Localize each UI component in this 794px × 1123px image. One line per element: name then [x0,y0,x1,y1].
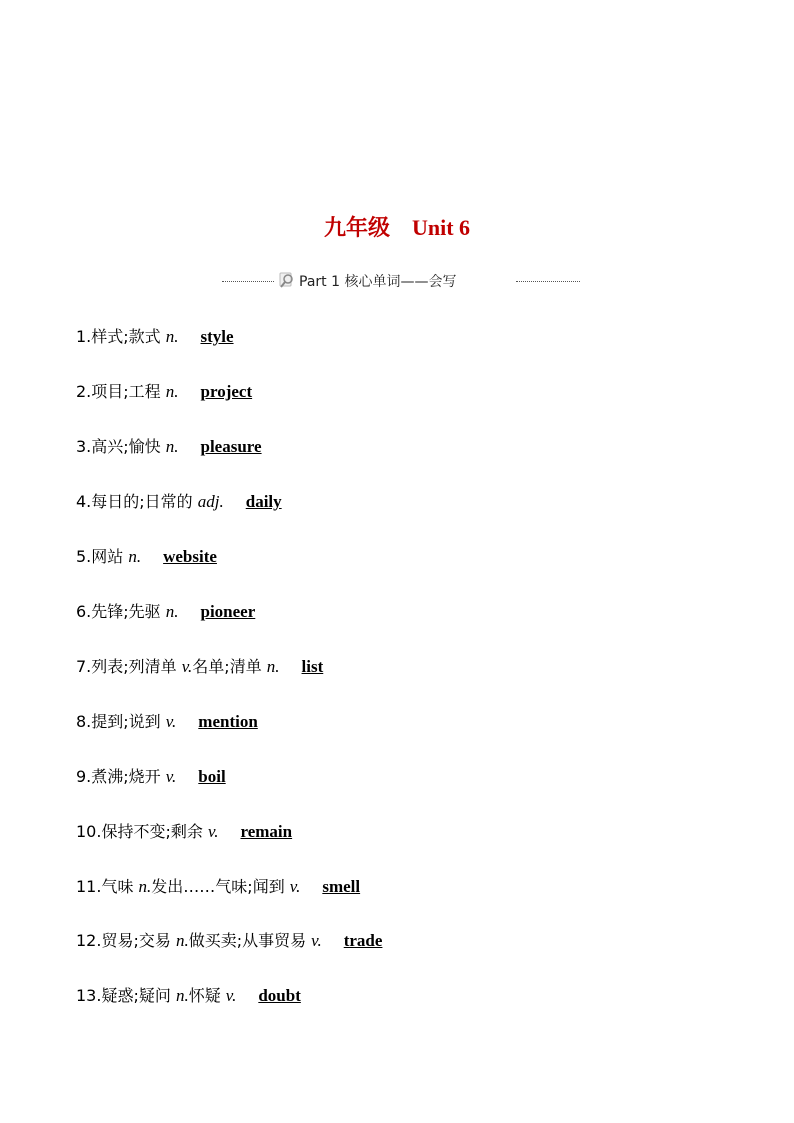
vocab-item [76,765,226,789]
vocab-item [76,655,323,679]
part-of-speech: v. [207,822,219,841]
section-label: Part 1 核心单词——会写 [299,274,457,290]
part-of-speech: n. [165,602,179,621]
chinese-meaning: 项目;工程 [91,382,166,401]
item-number: 13. [76,986,102,1005]
item-number: 6. [76,602,92,621]
vocab-item [76,820,292,844]
unit-label: Unit 6 [411,215,471,240]
vocab-item [76,984,301,1008]
grade-label: 九年级 [323,216,390,241]
vocab-item [76,875,360,899]
vocab-item [76,325,234,349]
chinese-meaning: 高兴;愉快 [91,437,166,456]
vocab-item [76,380,252,404]
dotted-divider-right [516,281,580,282]
chinese-meaning-2: 怀疑 [188,986,226,1005]
chinese-meaning: 网站 [91,547,129,566]
part-of-speech: n. [175,931,189,950]
vocab-item [76,545,217,569]
answer-word: list [301,657,324,676]
item-number: 1. [76,327,92,346]
item-number: 9. [76,767,92,786]
item-number: 11. [76,877,102,896]
chinese-meaning: 煮沸;烧开 [91,767,166,786]
item-number: 3. [76,437,92,456]
item-number: 7. [76,657,92,676]
answer-word: website [163,547,217,566]
part-of-speech: n. [128,547,142,566]
chinese-meaning-2: 发出……气味;闻到 [151,877,290,896]
part-of-speech: v. [165,712,177,731]
section-label-wrap [278,270,512,294]
part-of-speech: n. [165,437,179,456]
part-of-speech: v. [181,657,193,676]
vocab-item [76,490,282,514]
answer-word: trade [343,931,383,950]
part-of-speech: n. [175,986,189,1005]
answer-word: project [200,382,253,401]
chinese-meaning: 先锋;先驱 [91,602,166,621]
item-number: 12. [76,931,102,950]
chinese-meaning-2: 名单;清单 [192,657,267,676]
chinese-meaning: 列表;列清单 [91,657,182,676]
chinese-meaning: 疑惑;疑问 [101,986,176,1005]
chinese-meaning-2: 做买卖;从事贸易 [188,931,312,950]
item-number: 8. [76,712,92,731]
section-header [222,270,580,294]
item-number: 4. [76,492,92,511]
answer-word: daily [245,492,282,511]
item-number: 2. [76,382,92,401]
page-title [0,212,794,245]
chinese-meaning: 保持不变;剩余 [101,822,208,841]
answer-word: doubt [258,986,301,1005]
item-number: 10. [76,822,102,841]
answer-word: smell [322,877,361,896]
answer-word: pioneer [200,602,256,621]
answer-word: remain [240,822,293,841]
chinese-meaning: 样式;款式 [91,327,166,346]
chinese-meaning: 气味 [101,877,139,896]
answer-word: style [200,327,234,346]
answer-word: boil [198,767,226,786]
magnifier-icon [278,271,296,289]
vocab-item [76,600,255,624]
part-of-speech-2: v. [311,931,322,950]
part-of-speech-2: n. [266,657,280,676]
answer-word: pleasure [200,437,262,456]
part-of-speech-2: v. [289,877,301,896]
chinese-meaning: 提到;说到 [91,712,166,731]
vocab-item [76,929,382,953]
vocab-item [76,435,262,459]
dotted-divider-left [222,281,274,282]
part-of-speech: n. [165,382,179,401]
answer-word: mention [198,712,258,731]
part-of-speech: n. [138,877,152,896]
vocab-item [76,710,258,734]
item-number: 5. [76,547,92,566]
part-of-speech: n. [165,327,179,346]
chinese-meaning: 每日的;日常的 [91,492,198,511]
part-of-speech: v. [165,767,177,786]
chinese-meaning: 贸易;交易 [101,931,176,950]
part-of-speech: adj. [197,492,224,511]
part-of-speech-2: v. [225,986,237,1005]
